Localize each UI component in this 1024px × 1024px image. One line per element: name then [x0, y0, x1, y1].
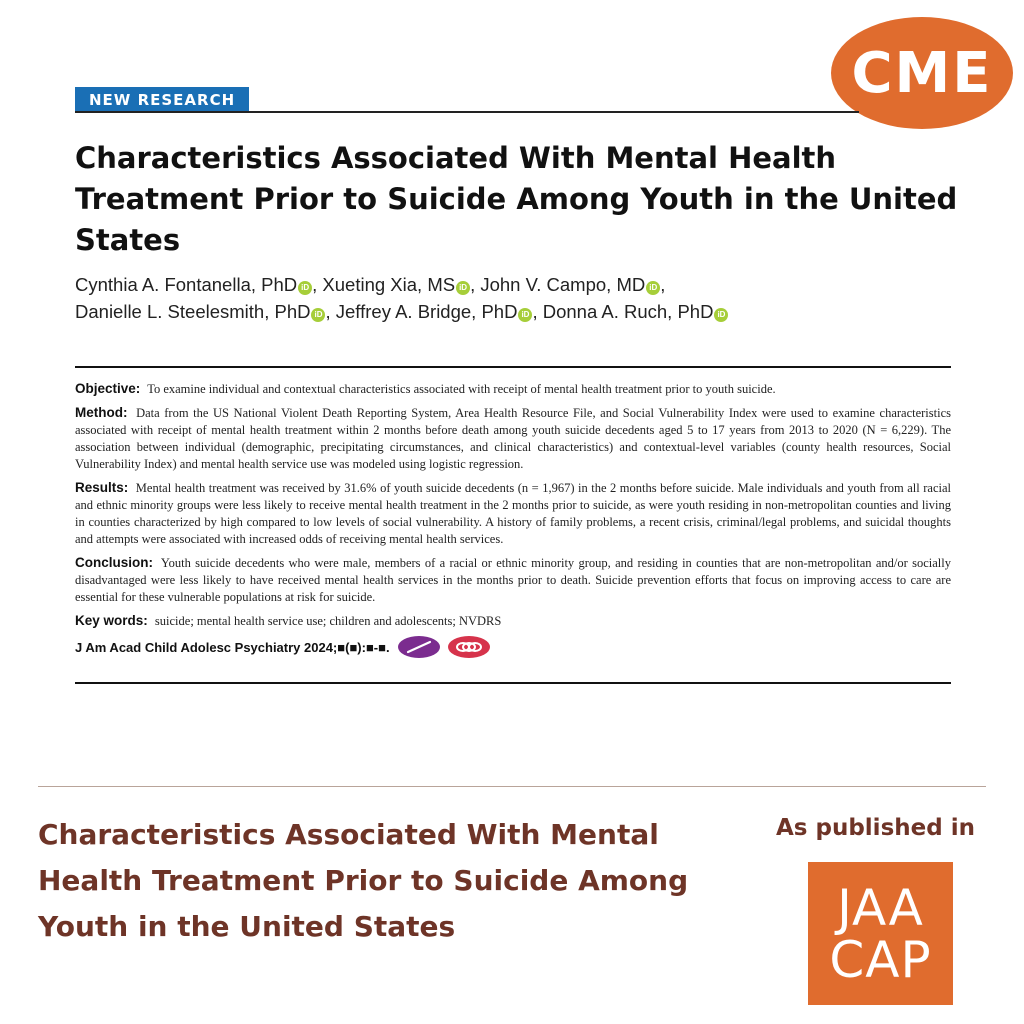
author-separator: ,: [532, 301, 543, 322]
author-name: Cynthia A. Fontanella, PhD: [75, 274, 298, 295]
author-separator: ,: [312, 274, 323, 295]
orcid-icon[interactable]: iD: [714, 308, 728, 322]
author-separator: ,: [470, 274, 481, 295]
results-text: Mental health treatment was received by 31.6% of youth suicide decedents (n = 1,967) in the 2 months before suicide. Male individuals and youth from all racial and ethnic minority groups were less likely to receive mental health treatment in the 2 months prior to suicide, as were youth residing in non-metropolitan counties and living in counties characterized by high compared to low levels of social vulnerability. A history of family problems, a recent crisis, criminal/legal problems, and suicidal thoughts and attempts were associated with increased odds of receiving mental health services.: [75, 481, 951, 546]
abstract-box: [75, 366, 951, 684]
author-item: [322, 274, 480, 295]
abstract-results: [75, 479, 951, 548]
method-text: Data from the US National Violent Death Reporting System, Area Health Resource File, and Social Vulnerability Index were used to examine characteristics associated with receipt of mental health treatment within 2 months before death among youth suicide decedents aged 5 to 17 years from 2013 to 2020 (N = 6,229). The association between individual (demographic, precipitating circumstances, and clinical characteristics) and contextual-level variables (county health resources, Social Vulnerability Index) and mental health service use was modeled using logistic regression.: [75, 406, 951, 471]
published-label: As published in: [776, 815, 975, 841]
author-item: [336, 301, 543, 322]
author-name: Danielle L. Steelesmith, PhD: [75, 301, 311, 322]
header-rule: [75, 111, 859, 113]
orcid-icon[interactable]: iD: [311, 308, 325, 322]
author-separator: ,: [660, 274, 666, 295]
cme-badge-label: CME: [851, 40, 993, 106]
keywords-heading: Key words:: [75, 613, 148, 628]
section-tag: NEW RESEARCH: [75, 87, 249, 112]
abstract-objective: [75, 380, 951, 398]
section-divider: [38, 786, 986, 787]
jaacap-logo-line2: CAP: [829, 930, 932, 989]
paper-title: Characteristics Associated With Mental Health Treatment Prior to Suicide Among Youth in the United States: [75, 141, 958, 257]
objective-heading: Objective:: [75, 381, 141, 396]
author-name: John V. Campo, MD: [480, 274, 646, 295]
cme-quill-icon[interactable]: [398, 636, 440, 658]
orcid-icon[interactable]: iD: [646, 281, 660, 295]
conclusion-text: Youth suicide decedents who were male, members of a racial or ethnic minority group, and residing in counties that are non-metropolitan and/or socially disadvantaged were less likely to have received mental health services in the months prior to death. Suicide prevention efforts that focus on improving access to care are essential for these vulnerable populations at risk for suicide.: [75, 556, 951, 604]
orcid-icon[interactable]: iD: [298, 281, 312, 295]
keywords-text: suicide; mental health service use; children and adolescents; NVDRS: [154, 614, 502, 628]
jaacap-logo-line1: JAA: [837, 878, 924, 937]
results-heading: Results:: [75, 480, 129, 495]
conclusion-heading: Conclusion:: [75, 555, 153, 570]
author-item: [75, 274, 322, 295]
orcid-icon[interactable]: iD: [518, 308, 532, 322]
author-separator: ,: [325, 301, 336, 322]
method-heading: Method:: [75, 405, 128, 420]
author-item: [480, 274, 665, 295]
author-list: [75, 271, 955, 325]
author-name: Jeffrey A. Bridge, PhD: [335, 301, 518, 322]
objective-text: To examine individual and contextual characteristics associated with receipt of mental health treatment prior to youth suicide.: [147, 382, 776, 396]
orcid-icon[interactable]: iD: [456, 281, 470, 295]
abstract-conclusion: [75, 554, 951, 606]
author-name: Xueting Xia, MS: [322, 274, 456, 295]
abstract-keywords: [75, 612, 951, 630]
author-name: Donna A. Ruch, PhD: [542, 301, 714, 322]
author-item: [543, 301, 729, 322]
abstract-method: [75, 404, 951, 473]
linked-rings-icon[interactable]: [448, 636, 490, 658]
jaacap-logo: [808, 862, 953, 1005]
citation-text: J Am Acad Child Adolesc Psychiatry 2024;■(■):■-■.: [75, 639, 390, 655]
journal-citation: [75, 636, 951, 658]
footer-title: Characteristics Associated With Mental Health Treatment Prior to Suicide Among Youth in the United States: [38, 818, 689, 943]
author-item: [75, 301, 336, 322]
